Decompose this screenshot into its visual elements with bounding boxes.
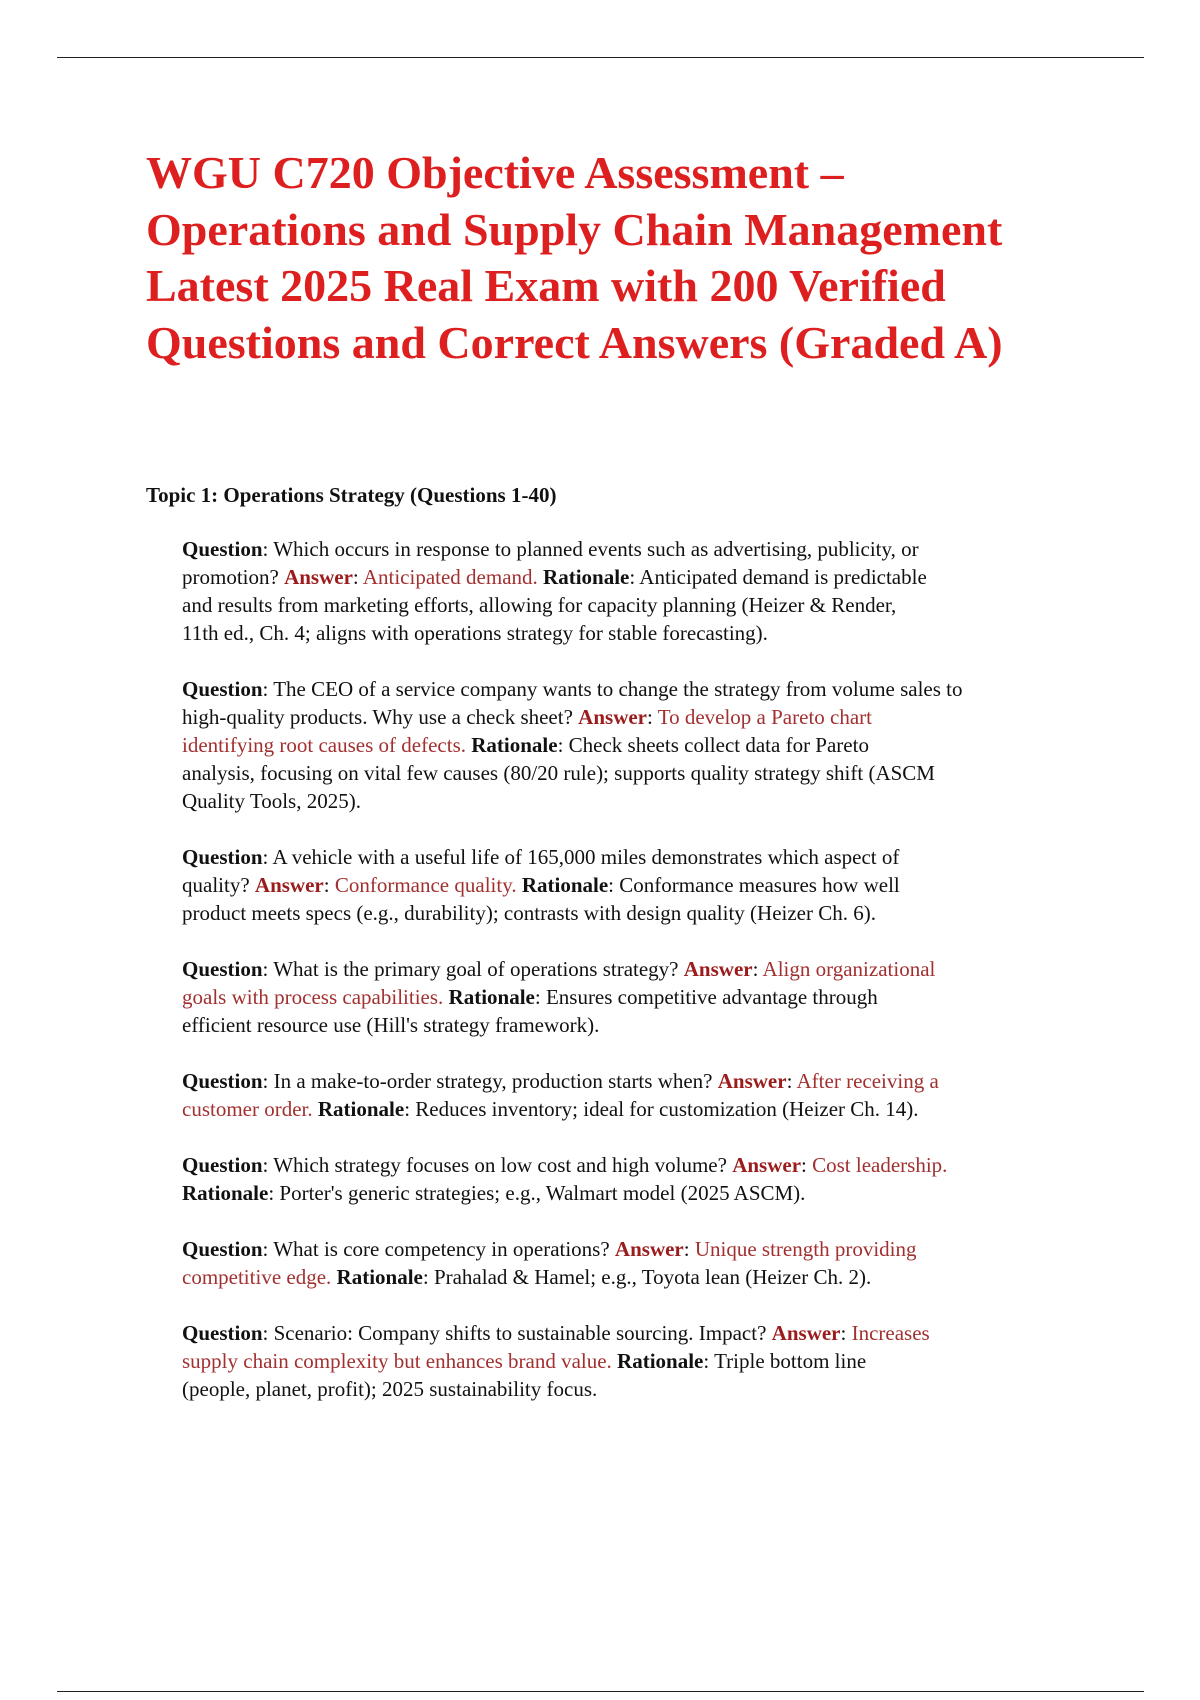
- topic-heading: Topic 1: Operations Strategy (Questions 1-40): [146, 483, 557, 507]
- top-rule: [57, 57, 1144, 58]
- answer-label: Answer: [284, 565, 353, 589]
- question-label: Question: [182, 1321, 263, 1345]
- rationale-label: Rationale: [521, 873, 609, 897]
- rationale-label: Rationale: [543, 565, 630, 589]
- rationale-label: Rationale: [448, 985, 535, 1009]
- title-line-3: Latest 2025 Real Exam with 200 Verified: [146, 260, 946, 311]
- answer-label: Answer: [717, 1069, 787, 1093]
- question-label: Question: [182, 957, 263, 981]
- rationale-label: Rationale: [471, 733, 558, 757]
- document-title: [146, 145, 1106, 371]
- question-item-2: Question: The CEO of a service company wants to change the strategy from volume sales to high-quality products. Why use a check sheet? Answer: To develop a Pareto chart identifying root causes of defects. Rationale: Check sheets collect data for Pareto analysis, focusing on vital few causes (80/20 rule); supports quality strategy shift (ASCM Quality Tools, 2025).: [182, 677, 963, 813]
- rationale-label: Rationale: [336, 1265, 423, 1289]
- rationale-label: Rationale: [317, 1097, 405, 1121]
- question-list: [182, 535, 1087, 1431]
- question-item-3: Question: A vehicle with a useful life of 165,000 miles demonstrates which aspect of quality? Answer: Conformance quality. Rationale: Conformance measures how well product meets specs (e.g., durability); contrasts with design quality (Heizer Ch. 6).: [182, 845, 900, 925]
- question-label: Question: [182, 1237, 263, 1261]
- question-item-4: Question: What is the primary goal of operations strategy? Answer: Align organizational goals with process capabilities. Rationale: Ensures competitive advantage through efficient resource use (Hill's strategy framework).: [182, 957, 936, 1037]
- question-label: Question: [182, 845, 263, 869]
- question-label: Question: [182, 677, 263, 701]
- answer-label: Answer: [771, 1321, 841, 1345]
- answer-label: Answer: [578, 705, 647, 729]
- answer-label: Answer: [732, 1153, 802, 1177]
- title-line-1: WGU C720 Objective Assessment –: [146, 147, 844, 198]
- rationale-label: Rationale: [617, 1349, 704, 1373]
- answer-label: Answer: [683, 957, 753, 981]
- question-item-5: Question: In a make-to-order strategy, production starts when? Answer: After receiving a customer order. Rationale: Reduces inventory; ideal for customization (Heizer Ch. 14).: [182, 1069, 939, 1121]
- rationale-label: Rationale: [182, 1181, 269, 1205]
- question-label: Question: [182, 537, 263, 561]
- bottom-rule: [57, 1691, 1144, 1692]
- title-line-2: Operations and Supply Chain Management: [146, 203, 1003, 255]
- question-item-6: Question: Which strategy focuses on low cost and high volume? Answer: Cost leadership. Rationale: Porter's generic strategies; e.g., Walmart model (2025 ASCM).: [182, 1153, 948, 1205]
- question-item-8: Question: Scenario: Company shifts to sustainable sourcing. Impact? Answer: Increases supply chain complexity but enhances brand value. Rationale: Triple bottom line (people, planet, profit); 2025 sustainability focus.: [182, 1321, 930, 1401]
- question-label: Question: [182, 1069, 263, 1093]
- question-item-7: Question: What is core competency in operations? Answer: Unique strength providing competitive edge. Rationale: Prahalad & Hamel; e.g., Toyota lean (Heizer Ch. 2).: [182, 1237, 917, 1289]
- title-line-4: Questions and Correct Answers (Graded A): [146, 316, 1003, 368]
- question-label: Question: [182, 1153, 263, 1177]
- question-item-1: Question: Which occurs in response to planned events such as advertising, publicity, or promotion? Answer: Anticipated demand. Rationale: Anticipated demand is predictable and results from marketing efforts, allowing for capacity planning (Heizer & Render, 11th ed., Ch. 4; aligns with operations strategy for stable forecasting).: [182, 537, 927, 645]
- answer-label: Answer: [254, 873, 324, 897]
- answer-label: Answer: [614, 1237, 684, 1261]
